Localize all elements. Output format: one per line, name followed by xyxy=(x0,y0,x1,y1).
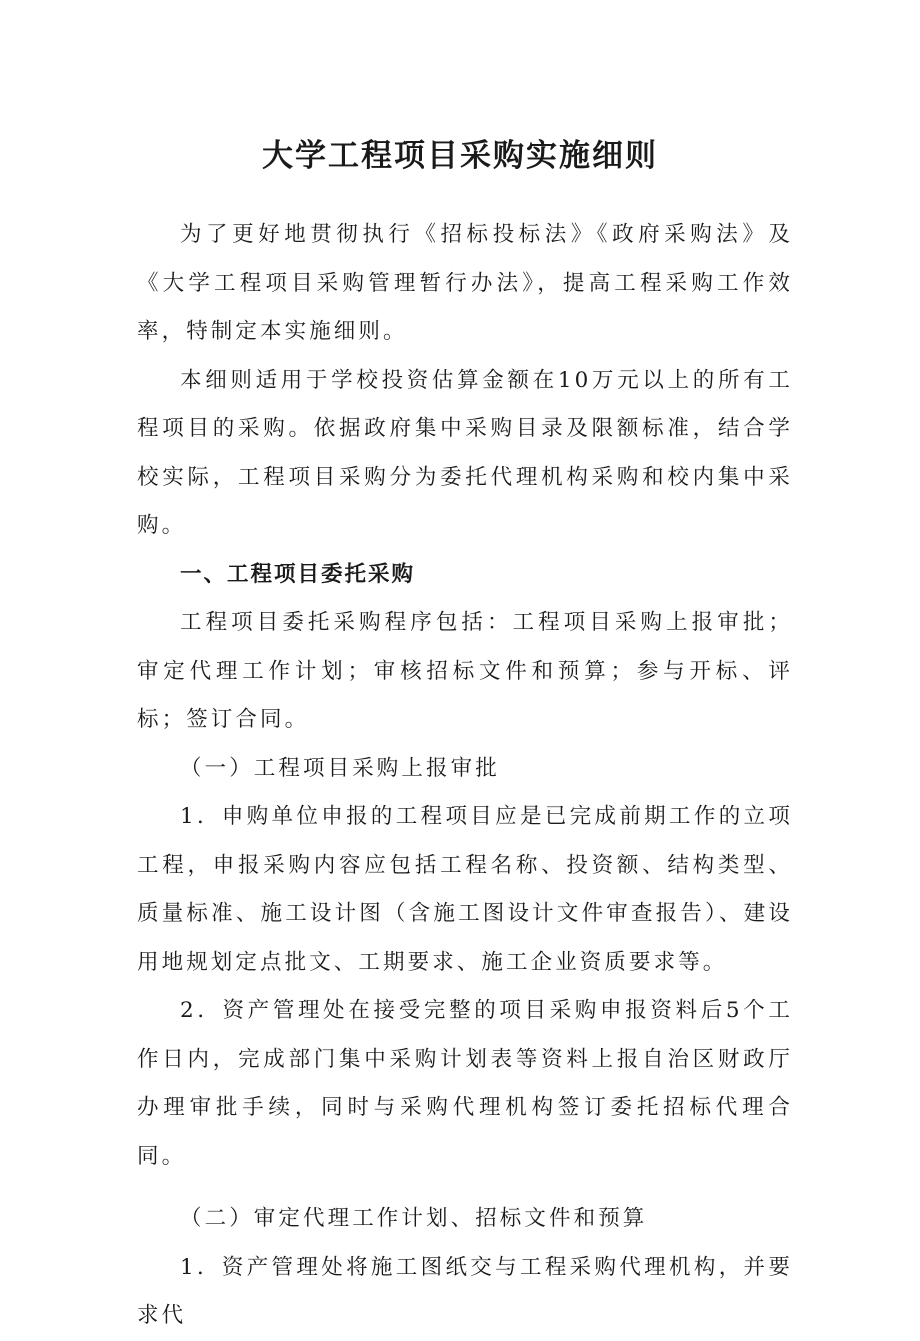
paragraph-gap xyxy=(137,1181,793,1195)
intro-paragraph-2: 本细则适用于学校投资估算金额在10万元以上的所有工程项目的采购。依据政府集中采购目录及限额标准，结合学校实际，工程项目采购分为委托代理机构采购和校内集中采购。 xyxy=(137,367,793,538)
subsection-1-item-1: 1．申购单位申报的工程项目应是已完成前期工作的立项工程，申报采购内容应包括工程名称、投资额、结构类型、质量标准、施工设计图（含施工图设计文件审查报告）、建设用地规划定点批文、工期要求、施工企业资质要求等。 xyxy=(137,804,793,975)
document-body xyxy=(137,211,793,1341)
intro-paragraph-1: 为了更好地贯彻执行《招标投标法》《政府采购法》及《大学工程项目采购管理暂行办法》，提高工程采购工作效率，特制定本实施细则。 xyxy=(137,222,793,344)
subsection-2-item-1: 1．资产管理处将施工图纸交与工程采购代理机构，并要求代 xyxy=(137,1254,793,1328)
subsection-2-heading: （二）审定代理工作计划、招标文件和预算 xyxy=(180,1206,648,1231)
subsection-1-item-2: 2．资产管理处在接受完整的项目采购申报资料后5个工作日内，完成部门集中采购计划表等资料上报自治区财政厅办理审批手续，同时与采购代理机构签订委托招标代理合同。 xyxy=(137,998,793,1169)
section-1-intro-paragraph: 工程项目委托采购程序包括：工程项目采购上报审批；审定代理工作计划；审核招标文件和预算；参与开标、评标；签订合同。 xyxy=(137,610,793,732)
document-title: 大学工程项目采购实施细则 xyxy=(262,138,658,174)
subsection-1-heading: （一）工程项目采购上报审批 xyxy=(180,755,500,781)
section-1-heading: 一、工程项目委托采购 xyxy=(180,561,416,587)
